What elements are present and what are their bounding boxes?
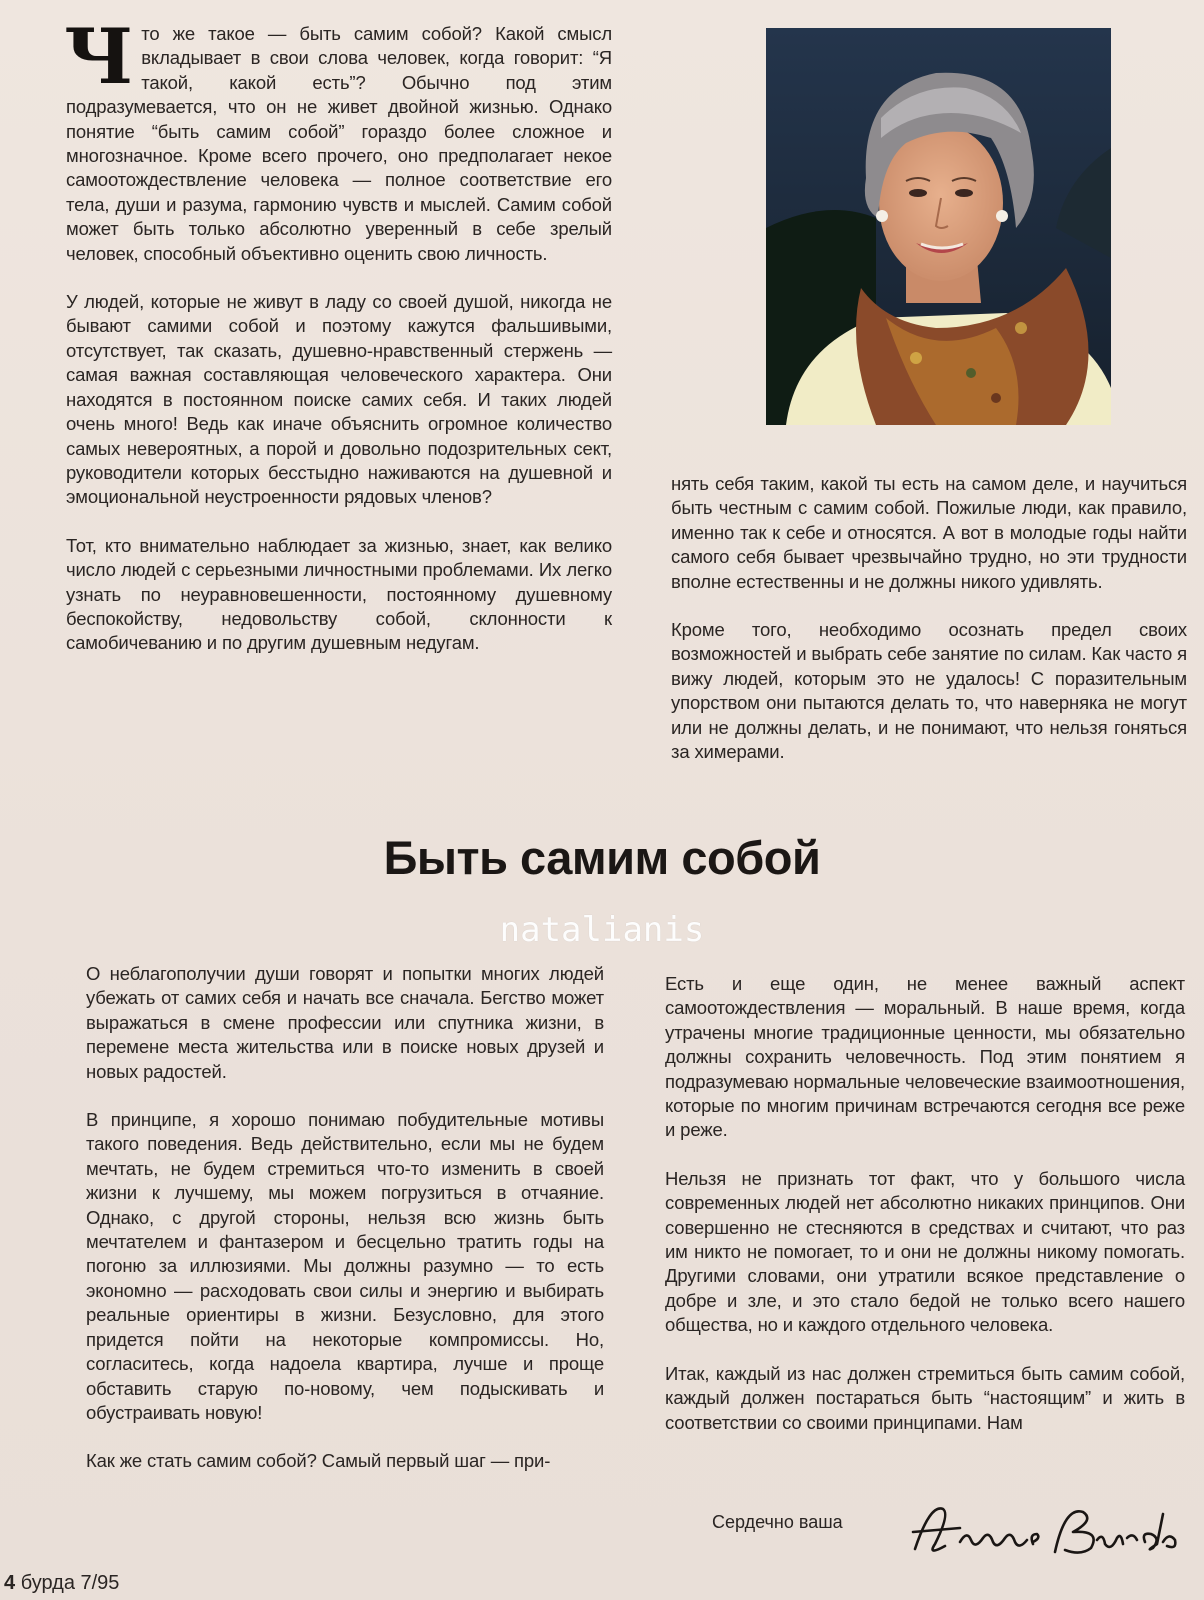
intro-paragraph	[64, 12, 612, 266]
column-bottom-right	[665, 972, 1185, 1459]
drop-cap: Ч	[64, 12, 134, 101]
signature-image	[905, 1494, 1185, 1566]
column-top-right	[671, 472, 1187, 788]
paragraph: О неблагополучии души говорят и попытки многих людей убежать от самих себя и начать все сначала. Бегство может выражаться в смене профессии или спутника жизни, в перемене места жительства или в поиске новых друзей и новых радостей.	[86, 963, 604, 1082]
paragraph: Как же стать самим собой? Самый первый шаг — при-	[86, 1450, 551, 1472]
author-portrait-photo	[766, 28, 1111, 425]
paragraph: Кроме того, необходимо осознать предел своих возможностей и выбрать себе занятие по силам. Как часто я вижу людей, которым это не удалось! С поразительным упорством они пытаются делать то, что наверняка не могут или не должны делать, и не понимают, что нельзя гоняться за химерами.	[671, 619, 1187, 763]
paragraph: В принципе, я хорошо понимаю побудительные мотивы такого поведения. Ведь действительно, если мы не будем мечтать, не будем стремиться что-то изменить в своей жизни к лучшему, мы можем погрузиться в отчаяние. Однако, с другой стороны, нельзя всю жизнь быть мечтателем и фантазером и бесцельно тратить годы на погоню за иллюзиями. Мы должны разумно — то есть экономно — расходовать свои силы и энергию и выбирать реальные ориентиры в жизни. Безусловно, для этого придется пойти на некоторые компромиссы. Но, согласитесь, когда надоела квартира, лучше и проще обставить старую по-новому, чем подыскивать и обустраивать новую!	[86, 1109, 604, 1423]
paragraph: Нельзя не признать тот факт, что у большого числа современных людей нет абсолютно никаких принципов. Они совершенно не стесняются в средствах и считают, что раз им никто не помогает, то и они не должны никому помогать. Другими словами, они утратили всякое представление о добре и зле, и это стало бедой не только всего нашего общества, но и каждого отдельного человека.	[665, 1167, 1185, 1336]
magazine-issue: бурда 7/95	[20, 1572, 120, 1594]
paragraph: Тот, кто внимательно наблюдает за жизнью, знает, как велико число людей с серьезными личностными проблемами. Их легко узнать по неуравновешенности, постоянному душевному беспокойству, недовольству собой, склонности к самобичеванию и по другим душевным недугам.	[66, 534, 612, 654]
closing-salutation: Сердечно ваша	[712, 1512, 843, 1532]
intro-text: то же такое — быть самим собой? Какой смысл вкладывает в свои слова человек, когда говорит: “Я такой, какой есть”? Обычно под этим подразумевается, что он не живет двойной жизнью. Однако понятие “быть самим собой” гораздо более сложное и многозначное. Кроме всего прочего, оно предполагает некое самоотождествление человека — полное соответствие его тела, души и разума, гармонию чувств и мыслей. Самим собой может быть только абсолютно уверенный в себе зрелый человек, способный объективно оценить свою личность.	[66, 23, 612, 264]
paragraph: У людей, которые не живут в ладу со своей душой, никогда не бывают самими собой и поэтому кажутся фальшивыми, отсутствует, так сказать, душевно-нравственный стержень — самая важная составляющая человеческого характера. Они находятся в постоянном поиске самих себя. И таких людей очень много! Ведь как иначе объяснить огромное количество самых невероятных, а порой и довольно подозрительных сект, руководители которых бесстыдно наживаются на душевной и эмоциональной неустроенности рядовых членов?	[66, 291, 612, 508]
page-footer	[4, 1572, 119, 1595]
paragraph: Есть и еще один, не менее важный аспект самоотождествления — моральный. В наше время, когда утрачены многие традиционные ценности, мы обязательно должны сохранить человечность. Под этим понятием я подразумеваю нормальные человеческие взаимоотношения, которые по многим причинам встречаются сегодня все реже и реже.	[665, 973, 1185, 1141]
article-title: Быть самим собой	[383, 831, 821, 884]
column-top-left	[64, 12, 612, 680]
paragraph: Итак, каждый из нас должен стремиться быть самим собой, каждый должен постараться быть “настоящим” и жить в соответствии со своими принципами. Нам	[665, 1362, 1185, 1433]
page-number: 4	[4, 1572, 16, 1594]
paragraph: нять себя таким, какой ты есть на самом деле, и научиться быть честным с самим собой. Пожилые люди, как правило, именно так к себе и относятся. А вот в молодые годы найти самого себя бывает чрезвычайно трудно, но эти трудности вполне естественны и не должны никого удивлять.	[671, 473, 1187, 592]
watermark-text: natalianis	[499, 910, 705, 950]
column-bottom-left	[86, 962, 604, 1498]
